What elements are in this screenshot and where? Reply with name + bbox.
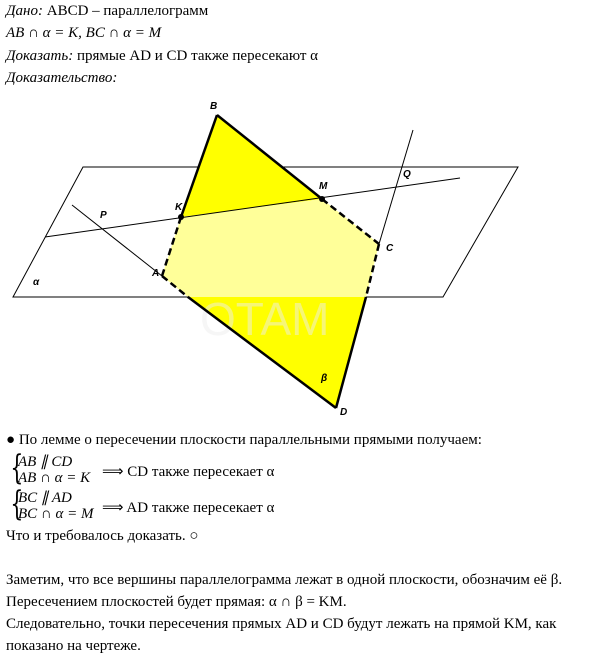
label-P: P <box>100 210 107 221</box>
note-line-4: показано на чертеже. <box>6 638 141 654</box>
given-intersections: AB ∩ α = K, BC ∩ α = M <box>6 25 162 41</box>
point-K <box>178 214 184 220</box>
given-label: Дано: <box>6 3 43 19</box>
label-B: B <box>210 101 218 112</box>
system-1-row-1: AB ∥ CD <box>18 454 73 470</box>
geometry-figure <box>0 92 600 422</box>
watermark: OTAM <box>200 293 330 345</box>
label-Q: Q <box>403 169 411 180</box>
label-alpha: α <box>33 277 40 288</box>
note-line-3: Следовательно, точки пересечения прямых AD и CD будут лежать на прямой KM, как <box>6 616 557 632</box>
prove-label: Доказать: <box>6 48 74 64</box>
lemma-line <box>6 432 482 449</box>
system-1-row-2: AB ∩ α = K <box>18 470 91 486</box>
label-K: K <box>175 202 183 213</box>
prove-text: прямые AD и CD также пересекают α <box>76 48 319 64</box>
note-line-2: Пересечением плоскостей будет прямая: α ∩ β = KM. <box>6 594 347 610</box>
prove-line <box>6 48 318 65</box>
brace-icon: { <box>10 484 24 524</box>
label-C: C <box>386 243 394 254</box>
system-1-result: ⟹ CD также пересекает α <box>102 464 275 480</box>
label-beta: β <box>321 373 328 384</box>
system-2-row-2: BC ∩ α = M <box>18 506 94 522</box>
lemma-text: По лемме о пересечении плоскости параллельными прямыми получаем: <box>18 432 482 448</box>
system-2-row-1: BC ∥ AD <box>18 490 72 506</box>
proof-label: Доказательство: <box>6 70 118 86</box>
brace-icon: { <box>10 448 24 488</box>
note-line-1: Заметим, что все вершины параллелограмма лежат в одной плоскости, обозначим её β. <box>6 572 563 588</box>
given-line <box>6 3 208 20</box>
point-M <box>319 196 325 202</box>
system-2-result: ⟹ AD также пересекает α <box>102 500 275 516</box>
parallelogram-upper <box>181 115 322 217</box>
bullet-icon: ● <box>6 432 16 448</box>
given-text: ABCD – параллелограмм <box>46 3 209 19</box>
label-D: D <box>340 407 348 418</box>
label-A: A <box>152 268 160 279</box>
qed-line: Что и требовалось доказать. ○ <box>6 528 199 544</box>
label-M: M <box>319 181 328 192</box>
